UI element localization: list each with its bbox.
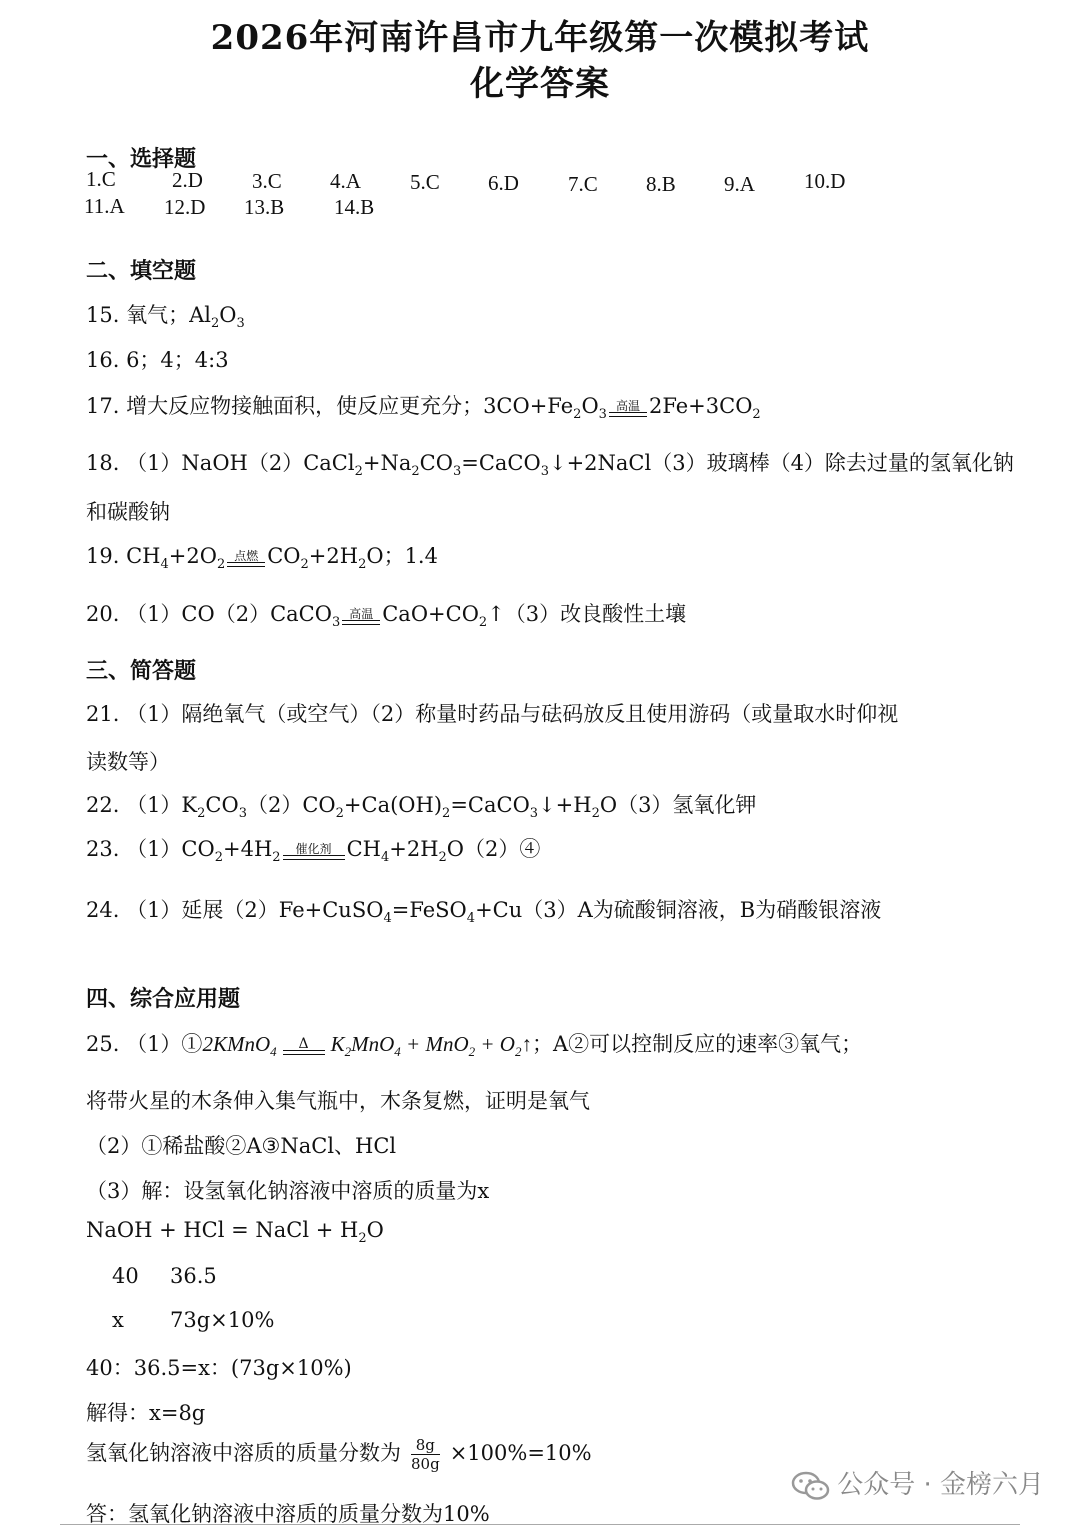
reaction-condition: Δ	[298, 1036, 309, 1053]
answer-17: 17. 增大反应物接触面积，使反应更充分；$3CO+Fe_2O_3$ 高温 $2Fe+3CO_2$	[86, 394, 761, 423]
answer-25-equation: NaOH + HCl = NaCl + $H_2O$	[86, 1218, 384, 1247]
answer-25-line3: （2）①稀盐酸②A③NaCl、HCl	[86, 1134, 397, 1158]
answer-18: 18. $(1)NaOH(2)CaCl_2+Na_2CO_3=CaCO_3↓+2NaCl(3)$玻璃棒（4）除去过量的氢氧化钠	[86, 451, 1014, 480]
answer-20: 20. （1）CO（2）CaCO$_3$ 高温 $CaO+CO_2↑(3)$改良酸性土壤	[86, 602, 687, 631]
reaction-condition: 点燃	[234, 549, 259, 564]
mc-answer: 8.B	[646, 172, 676, 196]
answer-25-line2: 将带火星的木条伸入集气瓶中，木条复燃，证明是氧气	[86, 1089, 590, 1113]
mc-answer: 11.A	[84, 194, 125, 218]
section-heading-short: 三、简答题	[86, 658, 197, 684]
mc-answer: 2.D	[172, 168, 203, 192]
answer-23: 23. $(1)CO_2+4H_2$ 催化剂 $CH_4+2H_2O(2)④$	[86, 837, 541, 866]
mc-answer: 1.C	[86, 167, 116, 191]
answer-22: 22. $(1)K_2CO_3(2)CO_2+Ca(OH)_2=CaCO_3↓+H_2O(3)$氢氧化钾	[86, 793, 757, 822]
mc-answer: 14.B	[334, 195, 375, 219]
answer-25-fraction-line: 氢氧化钠溶液中溶质的质量分数为 $\frac{8g}{80g}$ ×100%=10%	[86, 1436, 592, 1473]
answer-21-cont: 读数等）	[86, 750, 170, 774]
section-heading-choice: 一、选择题	[86, 146, 197, 172]
mc-answer: 6.D	[488, 171, 519, 195]
answer-19: 19. $CH_4+2O_2$ 点燃 $CO_2+2H_2O$；1.4	[86, 544, 438, 573]
answer-18-cont: 和碳酸钠	[86, 500, 170, 524]
answer-25: 25. （1）①2KMnO$_4$ Δ $K_2MnO_4 + MnO_2$ + $O_2↑$；A②可以控制反应的速率③氧气；	[86, 1032, 863, 1060]
section-heading-fill: 二、填空题	[86, 258, 197, 284]
mc-answer: 4.A	[330, 169, 361, 193]
mc-answer: 10.D	[804, 169, 846, 193]
answer-25-mass-x: x	[112, 1308, 124, 1332]
answer-24: 24. （1）延展（2）Fe+CuSO$_4$=FeSO$_4$+Cu（3）A为硫酸铜溶液，B为硝酸银溶液	[86, 898, 882, 927]
reaction-condition: 高温	[615, 399, 640, 414]
mc-answer: 13.B	[244, 195, 285, 219]
page-title: 2026年河南许昌市九年级第一次模拟考试	[210, 18, 870, 58]
answer-25-conclusion: 答：氢氧化钠溶液中溶质的质量分数为10%	[86, 1502, 490, 1526]
mc-answer: 9.A	[724, 172, 755, 196]
mc-answer: 5.C	[410, 170, 440, 194]
answer-25-solution: 解得：x=8g	[86, 1401, 206, 1425]
answer-21: 21. （1）隔绝氧气（或空气）（2）称量时药品与砝码放反且使用游码（或量取水时仰视	[86, 702, 899, 726]
answer-25-molar-hcl: 36.5	[170, 1264, 217, 1288]
wechat-icon	[791, 1471, 831, 1501]
answer-25-proportion: 40：36.5=x：(73g×10%)	[86, 1356, 352, 1380]
mc-answer: 12.D	[164, 195, 206, 219]
answer-25-mass-hcl: 73g×10%	[170, 1308, 275, 1332]
reaction-condition: 催化剂	[295, 842, 332, 857]
answer-15: 15. 氧气；$Al_2O_3$	[86, 303, 245, 332]
answer-25-molar-naoh: 40	[112, 1264, 139, 1288]
watermark: 公众号 · 金榜六月	[791, 1464, 1044, 1501]
answer-25-line4: （3）解：设氢氧化钠溶液中溶质的质量为x	[86, 1179, 490, 1203]
mc-answer: 3.C	[252, 169, 282, 193]
reaction-condition: 高温	[349, 607, 374, 622]
page-subtitle: 化学答案	[470, 64, 610, 104]
mc-answer: 7.C	[568, 172, 598, 196]
answer-16: 16. 6；4；4:3	[86, 348, 229, 372]
section-heading-applied: 四、综合应用题	[86, 986, 241, 1012]
